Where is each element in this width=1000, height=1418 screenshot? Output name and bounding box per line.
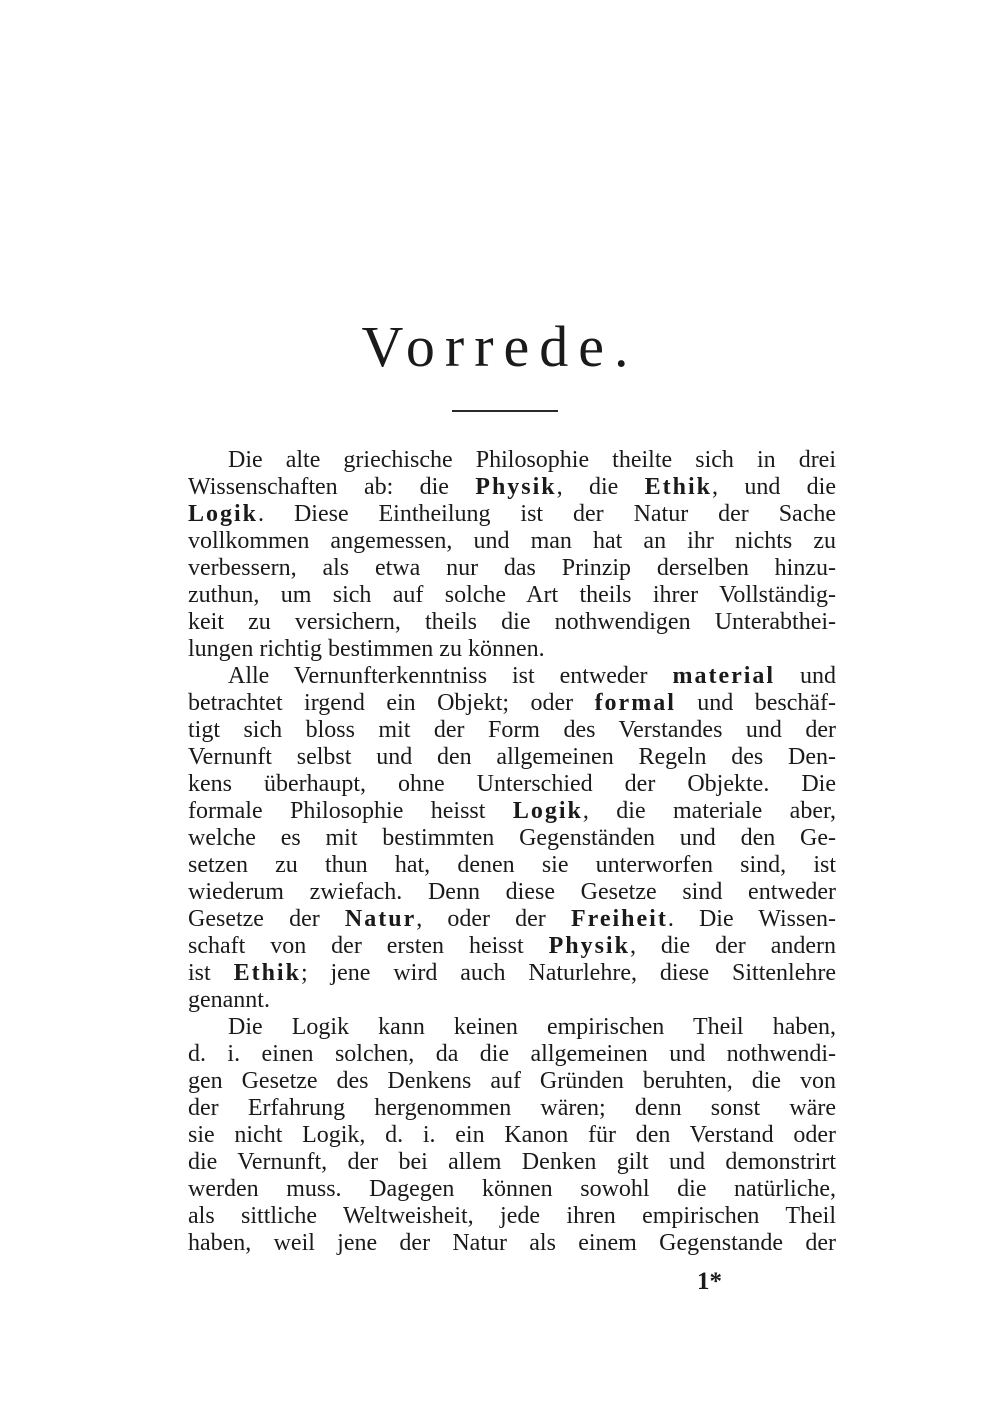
text-line: Alle Vernunfterkenntniss ist entweder material und <box>228 663 836 689</box>
text-line: haben, weil jene der Natur als einem Gegenstande der <box>188 1230 836 1256</box>
spaced-term: Physik <box>548 933 630 959</box>
text-line: der Erfahrung hergenommen wären; denn sonst wäre <box>188 1095 836 1121</box>
text-line: wiederum zwiefach. Denn diese Gesetze sind entweder <box>188 879 836 905</box>
text-line: Die Logik kann keinen empirischen Theil haben, <box>228 1014 836 1040</box>
text-line: formale Philosophie heisst Logik, die materiale aber, <box>188 798 836 824</box>
text-line: Die alte griechische Philosophie theilte sich in drei <box>228 447 836 473</box>
signature-mark: 1* <box>697 1268 722 1295</box>
text-line: genannt. <box>188 987 270 1013</box>
text-line: Gesetze der Natur, oder der Freiheit. Die Wissen- <box>188 906 837 932</box>
spaced-term: Logik <box>188 501 259 527</box>
text-line: vollkommen angemessen, und man hat an ihr nichts zu <box>188 528 836 554</box>
text-line: werden muss. Dagegen können sowohl die natürliche, <box>188 1176 836 1202</box>
spaced-term: material <box>672 663 776 689</box>
text-line: Vernunft selbst und den allgemeinen Regeln des Den- <box>188 744 836 770</box>
page-title: Vorrede. <box>361 314 639 379</box>
text-line: Wissenschaften ab: die Physik, die Ethik, und die <box>188 474 836 500</box>
text-line: schaft von der ersten heisst Physik, die der andern <box>188 933 837 959</box>
text-line: sie nicht Logik, d. i. ein Kanon für den Verstand oder <box>188 1122 836 1148</box>
text-line: keit zu versichern, theils die nothwendigen Unterabthei- <box>188 609 836 635</box>
text-line: betrachtet irgend ein Objekt; oder formal und beschäf- <box>188 690 837 716</box>
title-divider <box>452 410 558 412</box>
text-line: setzen zu thun hat, denen sie unterworfen sind, ist <box>188 852 836 878</box>
text-line: kens überhaupt, ohne Unterschied der Objekte. Die <box>188 771 836 797</box>
spaced-term: Logik <box>512 798 583 824</box>
text-line: lungen richtig bestimmen zu können. <box>188 636 545 662</box>
text-line: ist Ethik; jene wird auch Naturlehre, diese Sittenlehre <box>188 960 837 986</box>
text-line: die Vernunft, der bei allem Denken gilt und demonstrirt <box>188 1149 836 1175</box>
text-line: Logik. Diese Eintheilung ist der Natur der Sache <box>188 501 836 527</box>
text-line: tigt sich bloss mit der Form des Verstandes und der <box>188 717 836 743</box>
spaced-term: Physik <box>475 474 557 500</box>
text-line: welche es mit bestimmten Gegenständen und den Ge- <box>188 825 836 851</box>
text-line: verbessern, als etwa nur das Prinzip derselben hinzu- <box>188 555 836 581</box>
text-line: zuthun, um sich auf solche Art theils ihrer Vollständig- <box>188 582 836 608</box>
spaced-term: formal <box>594 690 676 716</box>
spaced-term: Ethik <box>644 474 713 500</box>
text-line: d. i. einen solchen, da die allgemeinen und nothwendi- <box>188 1041 836 1067</box>
text-line: gen Gesetze des Denkens auf Gründen beruhten, die von <box>188 1068 836 1094</box>
text-line: als sittliche Weltweisheit, jede ihren empirischen Theil <box>188 1203 836 1229</box>
spaced-term: Natur <box>344 906 417 932</box>
spaced-term: Freiheit <box>570 906 668 932</box>
spaced-term: Ethik <box>233 960 301 986</box>
